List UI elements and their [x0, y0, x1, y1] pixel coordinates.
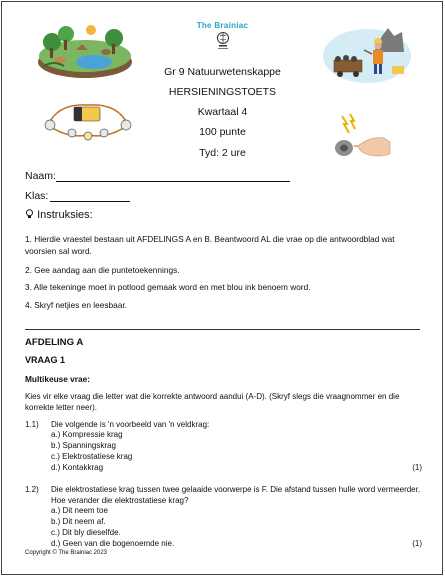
answer-option: b.) Spanningskrag: [51, 441, 116, 450]
brainiac-logo-icon: [216, 31, 230, 53]
instructions-heading: [25, 209, 93, 221]
instruction-4: 4. Skryf netjies en leesbaar.: [25, 300, 127, 310]
name-field[interactable]: [56, 181, 290, 182]
question-mark: (1): [412, 463, 422, 472]
question-mark: (1): [412, 539, 422, 548]
time-allowed: Tyd: 2 ure: [199, 147, 246, 159]
brand-name: The Brainiac: [196, 21, 249, 30]
instruction-1: 1. Hierdie vraestel bestaan uit AFDELINGS A en B. Beantwoord AL die vrae op die antwoordblad wat voorsien sal word.: [25, 234, 395, 256]
test-title: HERSIENINGSTOETS: [168, 86, 277, 98]
question-directions: Kies vir elke vraag die letter wat die korrekte antwoord aandui (A-D). (Skryf slegs die vraagnommer en die korrekte letter neer).: [25, 392, 400, 412]
question-heading: VRAAG 1: [25, 355, 66, 365]
question-type: Multikeuse vrae:: [25, 374, 91, 384]
copyright-notice: Copyright © The Brainiac 2023: [25, 550, 108, 556]
ecosystem-illustration: [36, 22, 134, 80]
total-marks: 100 punte: [199, 126, 246, 138]
section-title: AFDELING A: [25, 337, 84, 348]
question-text: Die elektrostatiese krag tussen twee gelaaide voorwerpe is F. Die afstand tussen hulle word vermeerder. Hoe verander die elektrostatiese krag?: [51, 485, 421, 505]
miner-illustration: [322, 26, 412, 84]
answer-option: c.) Dit bly dieselfde.: [51, 528, 121, 537]
question-number: 1.2): [25, 485, 39, 494]
circuit-illustration: [38, 95, 138, 143]
name-label: Naam:: [25, 170, 56, 182]
answer-option: d.) Kontakkrag: [51, 463, 104, 472]
static-hand-illustration: [330, 112, 392, 160]
subject-title: Gr 9 Natuurwetenskappe: [164, 66, 281, 78]
class-label: Klas:: [25, 190, 49, 202]
section-divider: [25, 329, 420, 330]
question-text: Die volgende is 'n voorbeeld van 'n veldkrag:: [51, 420, 210, 429]
class-field[interactable]: [50, 201, 130, 202]
instruction-2: 2. Gee aandag aan die puntetoekennings.: [25, 265, 180, 275]
question-number: 1.1): [25, 420, 39, 429]
answer-option: b.) Dit neem af.: [51, 517, 106, 526]
lightbulb-icon: [25, 209, 34, 219]
answer-option: a.) Kompressie krag: [51, 430, 123, 439]
answer-option: d.) Geen van die bogenoemde nie.: [51, 539, 175, 548]
answer-option: c.) Elektrostatiese krag: [51, 452, 133, 461]
answer-option: a.) Dit neem toe: [51, 506, 108, 515]
instruction-3: 3. Alle tekeninge moet in potlood gemaak word en met blou ink benoem word.: [25, 282, 311, 292]
term-label: Kwartaal 4: [197, 106, 248, 118]
instructions-heading-label: Instruksies:: [37, 209, 93, 221]
